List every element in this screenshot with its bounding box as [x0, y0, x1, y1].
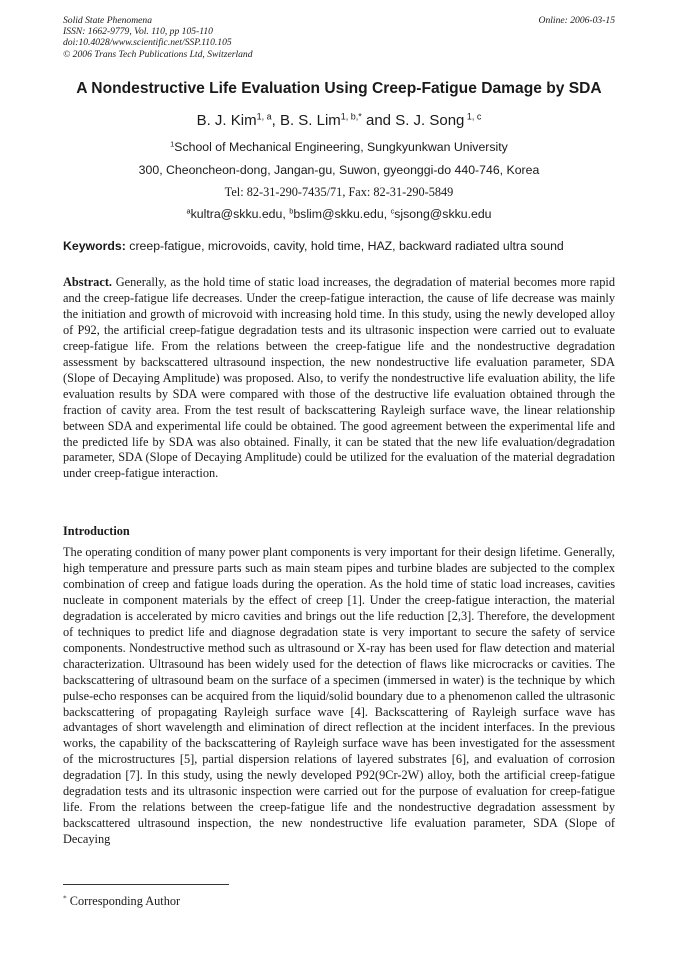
- author-name: B. J. Kim: [196, 112, 257, 129]
- email-mark: a: [186, 206, 191, 216]
- affiliation-school: [40, 139, 638, 155]
- abstract: [63, 275, 615, 482]
- online-date: Online: 2006-03-15: [538, 15, 615, 26]
- journal-issn: ISSN: 1662-9779, Vol. 110, pp 105-110: [63, 26, 213, 38]
- footnote: [63, 893, 180, 909]
- journal-name: Solid State Phenomena: [63, 15, 152, 26]
- email-link[interactable]: bslim@skku.edu: [293, 207, 384, 221]
- email-mark: c: [390, 206, 395, 216]
- footnote-text: Corresponding Author: [66, 894, 181, 908]
- section-heading-introduction: Introduction: [63, 524, 130, 538]
- author-name: B. S. Lim: [279, 112, 341, 129]
- footnote-divider: [63, 884, 229, 885]
- author-list: [40, 111, 638, 131]
- author-emails: [40, 206, 638, 222]
- journal-doi: doi:10.4028/www.scientific.net/SSP.110.105: [63, 37, 232, 49]
- abstract-text: Generally, as the hold time of static load increases, the degradation of material becomes more rapid and the creep-fatigue life decreases. Under the creep-fatigue interaction, the cause of life decrease was mainly the initiation and growth of microvoid with increasing hold time. In this study, using the newly developed alloy of P92, the artificial creep-fatigue degradation tests and its ultrasonic inspection were carried out to evaluate creep-fatigue life. From the relations between the creep-fatigue life and the nondestructive degradation assessment by backscattered ultrasound inspection, the new nondestructive life evaluation parameter, SDA (Slope of Decaying Amplitude) was proposed. Also, to verify the nondestructive life evaluation ability, the life evaluation results by SDA were compared with those of the destructive life evaluation obtained through the fraction of cavity area. From the test result of backscattering Rayleigh surface wave, the linear relationship between SDA and experimental life could be obtained. The good agreement between the experimental life and the predicted life by SDA was also obtained. Finally, it can be stated that the new life evaluation/degradation parameter, SDA (Slope of Decaying Amplitude) could be utilized for the evaluation of the material degradation under creep-fatigue interaction.: [63, 275, 615, 481]
- author-name: S. J. Song: [395, 112, 465, 129]
- affiliation-mark: 1: [170, 139, 175, 149]
- keywords-label: Keywords:: [63, 239, 126, 253]
- author-affiliation-mark: 1, a: [256, 111, 272, 122]
- author-affiliation-mark: 1, c: [464, 111, 482, 122]
- email-mark: b: [289, 206, 294, 216]
- affiliation-school-text: School of Mechanical Engineering, Sungkyunkwan University: [174, 140, 508, 154]
- abstract-label: Abstract.: [63, 275, 113, 289]
- affiliation-address: 300, Cheoncheon-dong, Jangan-gu, Suwon, gyeonggi-do 440-746, Korea: [138, 163, 540, 177]
- paper-title: A Nondestructive Life Evaluation Using Creep-Fatigue Damage by SDA: [76, 80, 602, 97]
- footnote-mark: *: [63, 893, 67, 903]
- journal-header: [63, 15, 253, 60]
- email-link[interactable]: sjsong@skku.edu: [394, 207, 492, 221]
- email-separator: ,: [383, 207, 391, 221]
- journal-copyright: © 2006 Trans Tech Publications Ltd, Switzerland: [63, 48, 253, 60]
- author-separator: ,: [271, 112, 280, 129]
- author-affiliation-mark: 1, b,*: [340, 111, 362, 122]
- email-link[interactable]: kultra@skku.edu: [190, 207, 283, 221]
- introduction-paragraph: The operating condition of many power plant components is very important for their design lifetime. Generally, high temperature and pressure parts such as main steam pipes and turbine blades are subjected to the complex combination of creep and fatigue loads during the operation. As the hold time of static load increases, cavities nucleate in component materials by the effect of creep [1]. Under the creep-fatigue interaction, the material degradation is accelerated by micro cavities and brings out the life reduction [2,3]. Therefore, the development of techniques to predict life and diagnose degradation state is very important to secure the safety of service components. Nondestructive method such as ultrasound or X-ray has been used for flaw detection and material characterization. Ultrasound has been widely used for the detection of flaws like microcracks or cavities. The backscattering of ultrasound beam on the surface of a specimen (immersed in water) is the technique by which pulse-echo responses can be acquired from the liquid/solid boundary due to a phenomenon called the ultrasonic backscattering of propagating Rayleigh surface wave [4]. Backscattering of Rayleigh surface wave has advantages of short wavelength and elimination of direct reflection at the incident interfaces. In the previous works, the capability of the backscattering of Rayleigh surface wave has been investigated for the assessment of the microstructures [5], partial dispersion relations of layered substrates [6], and evaluation of corrosion degradation [7]. In this study, using the newly developed P92(9Cr-2W) alloy, both the artificial creep-fatigue degradation tests and its ultrasonic inspection were carried out for the purpose of evaluation for creep-fatigue life. From the relations between the creep-fatigue life and the nondestructive degradation assessment by backscattered ultrasound inspection, the new nondestructive life evaluation parameter, SDA (Slope of Decaying: [63, 545, 615, 847]
- keywords: [63, 238, 623, 254]
- affiliation-tel-fax: Tel: 82-31-290-7435/71, Fax: 82-31-290-5849: [224, 185, 454, 199]
- author-separator: and: [361, 112, 396, 129]
- email-separator: ,: [282, 207, 290, 221]
- keywords-text: creep-fatigue, microvoids, cavity, hold time, HAZ, backward radiated ultra sound: [125, 239, 564, 253]
